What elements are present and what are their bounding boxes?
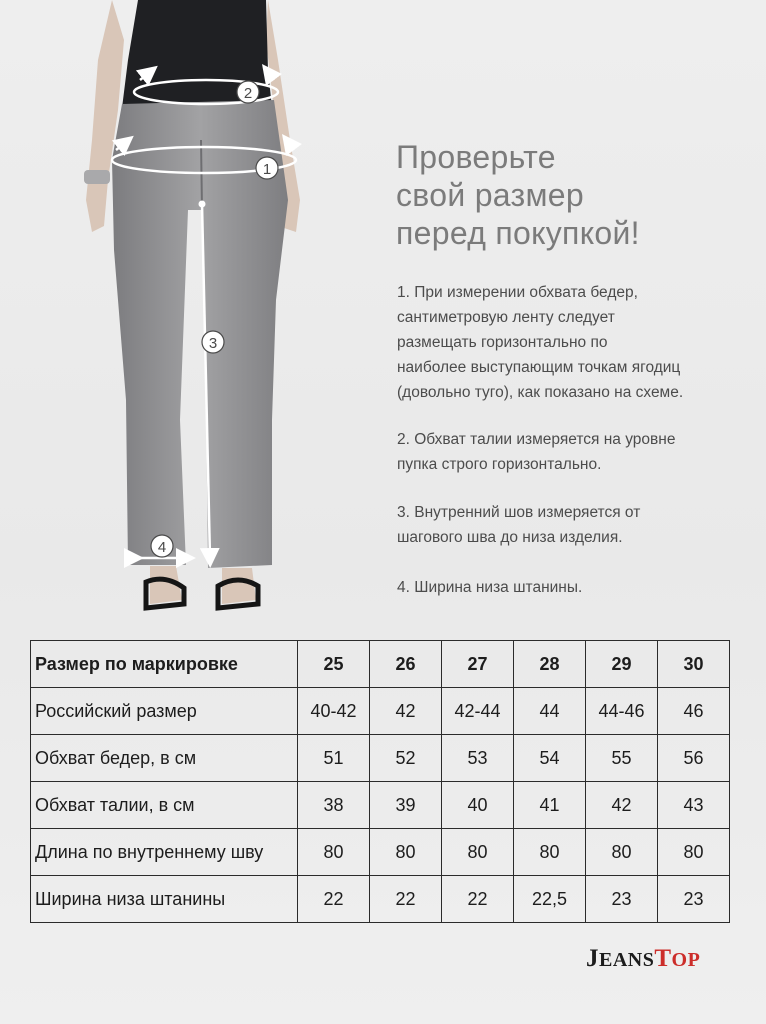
table-row-label: Длина по внутреннему шву xyxy=(31,829,298,876)
table-cell: 23 xyxy=(586,876,658,923)
table-row xyxy=(31,735,730,782)
table-cell: 80 xyxy=(442,829,514,876)
table-cell: 80 xyxy=(298,829,370,876)
size-table xyxy=(30,640,730,923)
table-row-label: Обхват бедер, в см xyxy=(31,735,298,782)
marker-3-label: 3 xyxy=(208,335,218,352)
table-cell: 51 xyxy=(298,735,370,782)
logo-eans: EANS xyxy=(599,949,655,971)
note-line: шагового шва до низа изделия. xyxy=(397,529,623,546)
table-row-label: Российский размер xyxy=(31,688,298,735)
jeans-measurement-illustration xyxy=(0,0,380,630)
table-cell: 42 xyxy=(586,782,658,829)
table-header-cell: 26 xyxy=(370,641,442,688)
note-line: 1. При измерении обхвата бедер, xyxy=(397,284,638,301)
table-cell: 43 xyxy=(658,782,730,829)
logo-t: T xyxy=(654,945,672,972)
note-inseam xyxy=(397,500,640,550)
table-cell: 41 xyxy=(514,782,586,829)
table-cell: 38 xyxy=(298,782,370,829)
note-line: 3. Внутренний шов измеряется от xyxy=(397,504,641,521)
table-cell: 46 xyxy=(658,688,730,735)
headline-line: свой размер xyxy=(396,177,585,213)
table-header-cell: 28 xyxy=(514,641,586,688)
note-waist xyxy=(397,427,675,477)
note-line: (довольно туго), как показано на схеме. xyxy=(397,384,684,401)
table-cell: 22,5 xyxy=(514,876,586,923)
marker-1-label: 1 xyxy=(262,161,272,178)
table-cell: 52 xyxy=(370,735,442,782)
table-cell: 23 xyxy=(658,876,730,923)
table-row xyxy=(31,876,730,923)
table-cell: 55 xyxy=(586,735,658,782)
watch-shape xyxy=(84,170,110,184)
table-cell: 22 xyxy=(298,876,370,923)
marker-4 xyxy=(151,535,173,557)
headline-line: перед покупкой! xyxy=(396,215,640,251)
table-cell: 22 xyxy=(442,876,514,923)
marker-2-label: 2 xyxy=(243,85,253,102)
table-cell: 54 xyxy=(514,735,586,782)
marker-3 xyxy=(202,331,224,353)
marker-1 xyxy=(256,157,278,179)
table-cell: 44 xyxy=(514,688,586,735)
note-line: размещать горизонтально по xyxy=(397,334,608,351)
note-line: сантиметровую ленту следует xyxy=(397,309,615,326)
table-cell: 40 xyxy=(442,782,514,829)
table-cell: 44-46 xyxy=(586,688,658,735)
note-line: 2. Обхват талии измеряется на уровне xyxy=(397,431,676,448)
note-line: пупка строго горизонтально. xyxy=(397,456,602,473)
table-row xyxy=(31,688,730,735)
table-row xyxy=(31,829,730,876)
marker-2 xyxy=(237,81,259,103)
table-cell: 42-44 xyxy=(442,688,514,735)
table-header-cell: 27 xyxy=(442,641,514,688)
jeans-seam xyxy=(201,140,202,210)
headline-line: Проверьте xyxy=(396,139,556,175)
table-cell: 80 xyxy=(370,829,442,876)
logo-j: J xyxy=(586,945,599,972)
table-header-cell: 25 xyxy=(298,641,370,688)
note-line: наиболее выступающим точкам ягодиц xyxy=(397,359,681,376)
table-cell: 80 xyxy=(514,829,586,876)
table-cell: 22 xyxy=(370,876,442,923)
marker-4-label: 4 xyxy=(157,539,167,556)
table-header-cell: 30 xyxy=(658,641,730,688)
table-row-label: Обхват талии, в см xyxy=(31,782,298,829)
table-cell: 80 xyxy=(658,829,730,876)
table-header-cell: Размер по маркировке xyxy=(31,641,298,688)
table-cell: 39 xyxy=(370,782,442,829)
table-cell: 53 xyxy=(442,735,514,782)
headline xyxy=(396,138,640,252)
note-hips xyxy=(397,280,683,405)
note-line: 4. Ширина низа штанины. xyxy=(397,579,583,596)
note-hem xyxy=(397,575,582,600)
table-cell: 56 xyxy=(658,735,730,782)
table-row xyxy=(31,782,730,829)
right-foot-shape xyxy=(222,568,256,604)
jeanstop-logo xyxy=(586,945,700,973)
table-cell: 40-42 xyxy=(298,688,370,735)
table-header-cell: 29 xyxy=(586,641,658,688)
table-row-label: Ширина низа штанины xyxy=(31,876,298,923)
table-cell: 42 xyxy=(370,688,442,735)
table-header-row xyxy=(31,641,730,688)
table-cell: 80 xyxy=(586,829,658,876)
logo-op: OP xyxy=(671,949,701,971)
